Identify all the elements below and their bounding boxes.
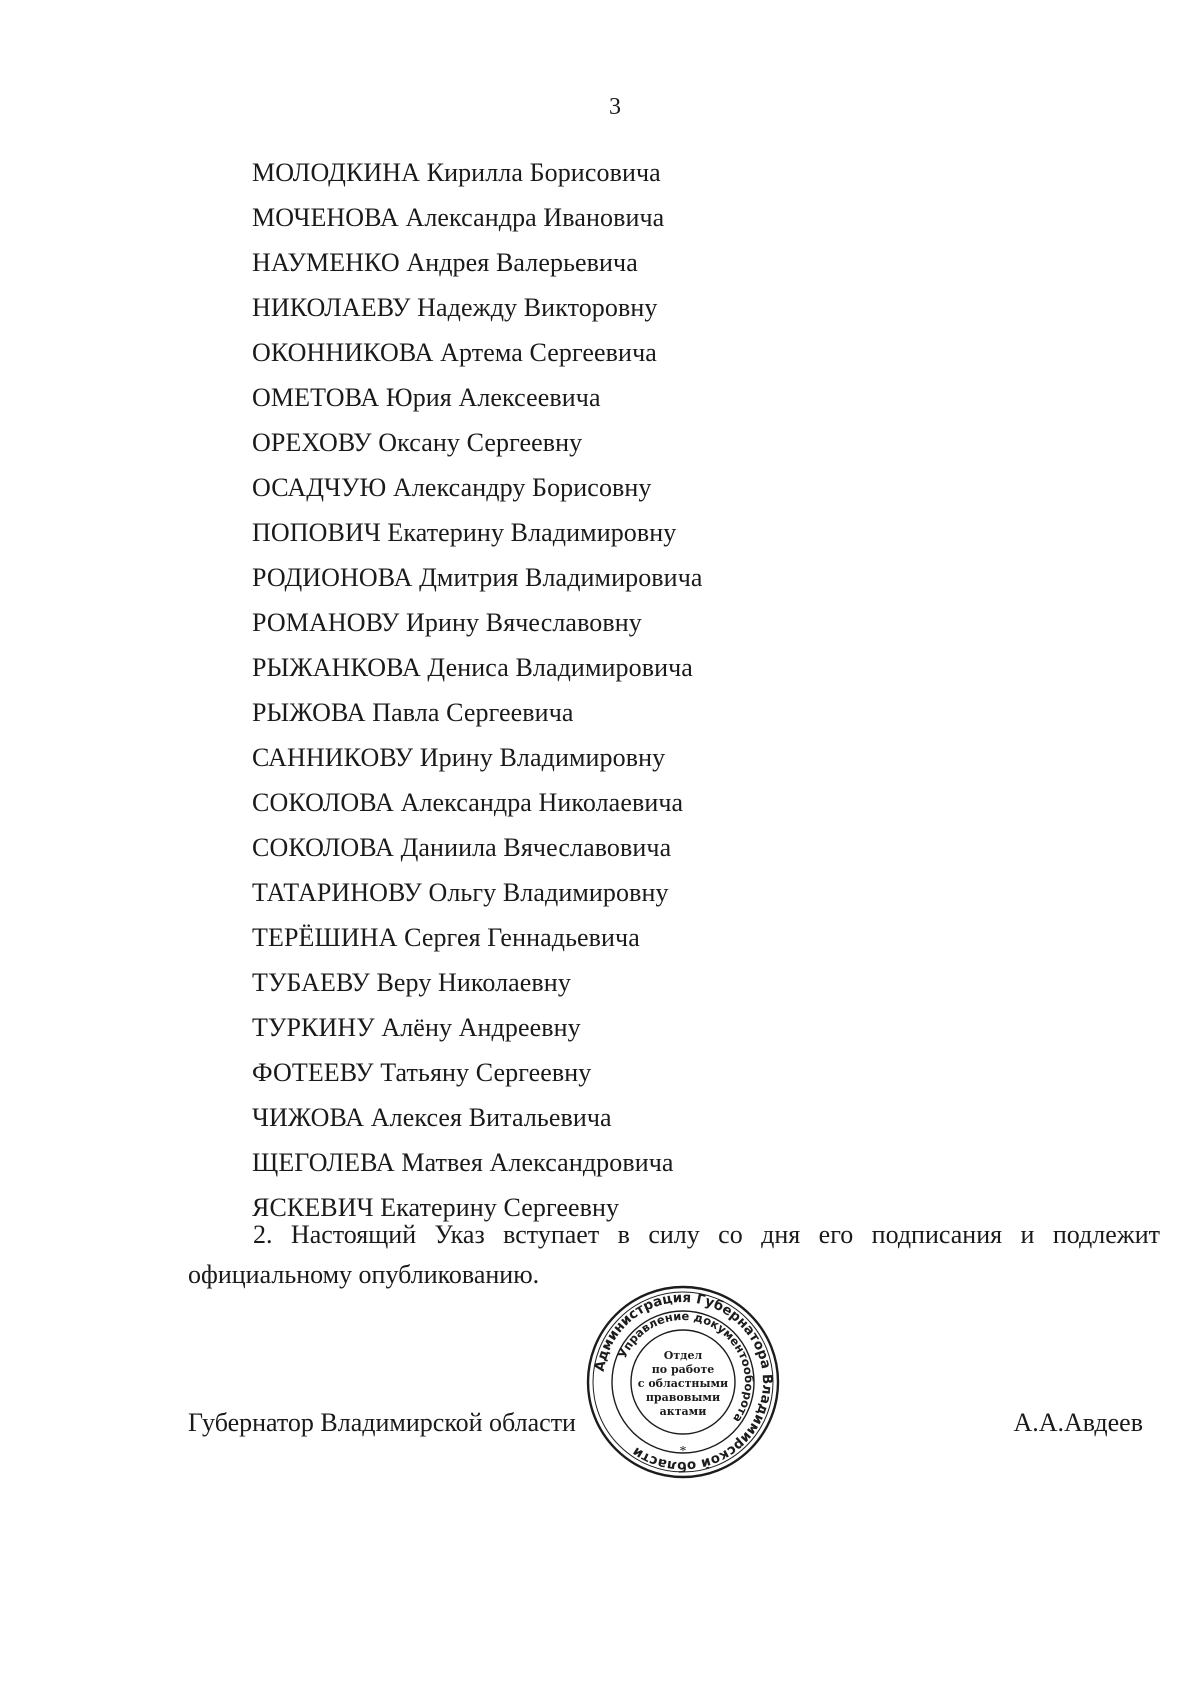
list-item: МОЧЕНОВА Александра Ивановича — [252, 203, 665, 232]
list-item: РОДИОНОВА Дмитрия Владимировича — [252, 563, 703, 592]
list-item: ЩЕГОЛЕВА Матвея Александровича — [252, 1148, 674, 1177]
list-item: СОКОЛОВА Даниила Вячеславовича — [252, 833, 672, 862]
list-item: ОКОННИКОВА Артема Сергеевича — [252, 338, 657, 367]
official-stamp — [586, 1285, 780, 1479]
list-item: ОМЕТОВА Юрия Алексеевича — [252, 383, 601, 412]
list-item: РОМАНОВУ Ирину Вячеславовну — [252, 608, 642, 637]
stamp-seal-graphic — [586, 1285, 780, 1479]
paragraph-line-1: 2. Настоящий Указ вступает в силу со дня его подписания и подлежит — [253, 1220, 1160, 1249]
list-item: ОСАДЧУЮ Александру Борисовну — [252, 473, 652, 502]
list-item: ОРЕХОВУ Оксану Сергеевну — [252, 428, 583, 457]
list-item: ТЕРЁШИНА Сергея Геннадьевича — [252, 923, 640, 952]
paragraph-line-2: официальному опубликованию. — [188, 1260, 540, 1289]
signatory-title: Губернатор Владимирской области — [188, 1408, 576, 1437]
page-number: 3 — [609, 94, 621, 120]
list-item: РЫЖАНКОВА Дениса Владимировича — [252, 653, 693, 682]
stamp-center-line: правовыми — [645, 1391, 721, 1404]
stamp-center-line: с областными — [637, 1377, 729, 1390]
stamp-star-icon: * — [679, 1444, 687, 1459]
stamp-center-line: актами — [659, 1405, 707, 1418]
list-item: ЧИЖОВА Алексея Витальевича — [252, 1103, 612, 1132]
list-item: ТУБАЕВУ Веру Николаевну — [252, 968, 571, 997]
signatory-name: А.А.Авдеев — [1013, 1408, 1143, 1437]
stamp-inner-text: Управление документооборота — [615, 1308, 757, 1426]
list-item: СОКОЛОВА Александра Николаевича — [252, 788, 684, 817]
list-item: МОЛОДКИНА Кирилла Борисовича — [252, 158, 661, 187]
list-item: САННИКОВУ Ирину Владимировну — [252, 743, 666, 772]
decree-paragraph — [188, 1215, 1160, 1295]
list-item: ФОТЕЕВУ Татьяну Сергеевну — [252, 1058, 592, 1087]
list-item: НАУМЕНКО Андрея Валерьевича — [252, 248, 638, 277]
list-item: ПОПОВИЧ Екатерину Владимировну — [252, 518, 677, 547]
stamp-center-line: Отдел — [663, 1349, 703, 1362]
list-item: НИКОЛАЕВУ Надежду Викторовну — [252, 293, 658, 322]
stamp-center-line: по работе — [651, 1363, 715, 1376]
names-list — [252, 150, 703, 1230]
list-item: ЯСКЕВИЧ Екатерину Сергеевну — [252, 1193, 620, 1222]
list-item: РЫЖОВА Павла Сергеевича — [252, 698, 574, 727]
stamp-outer-text: Администрация Губернатора Владимирской области — [591, 1289, 776, 1475]
list-item: ТАТАРИНОВУ Ольгу Владимировну — [252, 878, 669, 907]
list-item: ТУРКИНУ Алёну Андреевну — [252, 1013, 581, 1042]
stamp-center-block — [638, 1349, 728, 1418]
